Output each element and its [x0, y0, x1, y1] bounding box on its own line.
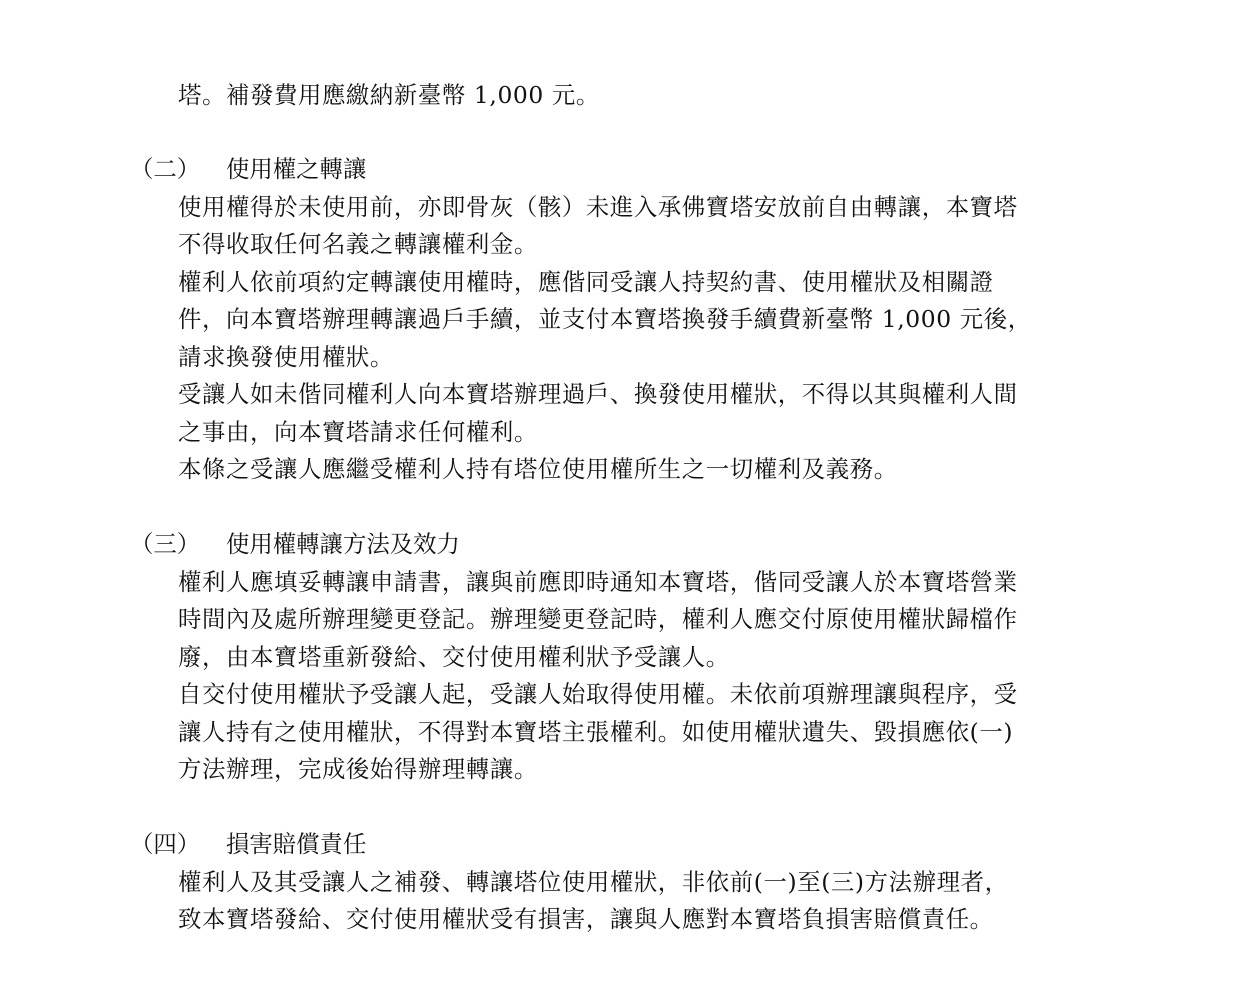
- paragraph-line: 廢，由本寶塔重新發給、交付使用權利狀予受讓人。: [178, 643, 730, 671]
- paragraph-line: 方法辦理，完成後始得辦理轉讓。: [178, 755, 538, 783]
- section-title: 損害賠償責任: [226, 830, 367, 858]
- paragraph-line: 件，向本寶塔辦理轉讓過戶手續，並支付本寶塔換發手續費新臺幣 1,000 元後，: [178, 305, 1032, 333]
- paragraph-line: 受讓人如未偕同權利人向本寶塔辦理過戶、換發使用權狀，不得以其與權利人間: [178, 380, 1018, 408]
- paragraph-line: 權利人及其受讓人之補發、轉讓塔位使用權狀，非依前(一)至(三)方法辦理者，: [178, 868, 1009, 896]
- paragraph-line: 塔。補發費用應繳納新臺幣 1,000 元。: [178, 81, 600, 109]
- paragraph-line: 權利人依前項約定轉讓使用權時，應偕同受讓人持契約書、使用權狀及相關證: [178, 268, 994, 296]
- section-title: 使用權轉讓方法及效力: [226, 530, 460, 558]
- paragraph-line: 之事由，向本寶塔請求任何權利。: [178, 418, 538, 446]
- paragraph-line: 不得收取任何名義之轉讓權利金。: [178, 230, 538, 258]
- section-heading-4: [130, 826, 366, 864]
- section-title: 使用權之轉讓: [226, 155, 367, 183]
- paragraph-line: 使用權得於未使用前，亦即骨灰（骸）未進入承佛寶塔安放前自由轉讓，本寶塔: [178, 193, 1018, 221]
- section-heading-3: [130, 526, 460, 564]
- paragraph-line: 權利人應填妥轉讓申請書，讓與前應即時通知本寶塔，偕同受讓人於本寶塔營業: [178, 568, 1018, 596]
- section-number: （四）: [130, 830, 201, 858]
- paragraph-line: 致本寶塔發給、交付使用權狀受有損害，讓與人應對本寶塔負損害賠償責任。: [178, 905, 994, 933]
- section-heading-2: [130, 151, 366, 189]
- section-number: （三）: [130, 530, 201, 558]
- paragraph-line: 時間內及處所辦理變更登記。辦理變更登記時，權利人應交付原使用權狀歸檔作: [178, 605, 1018, 633]
- paragraph-line: 本條之受讓人應繼受權利人持有塔位使用權所生之一切權利及義務。: [178, 455, 898, 483]
- paragraph-line: 自交付使用權狀予受讓人起，受讓人始取得使用權。未依前項辦理讓與程序，受: [178, 680, 1018, 708]
- paragraph-line: 讓人持有之使用權狀，不得對本寶塔主張權利。如使用權狀遺失、毀損應依(一): [178, 718, 1014, 746]
- paragraph-line: 請求換發使用權狀。: [178, 343, 394, 371]
- section-number: （二）: [130, 155, 201, 183]
